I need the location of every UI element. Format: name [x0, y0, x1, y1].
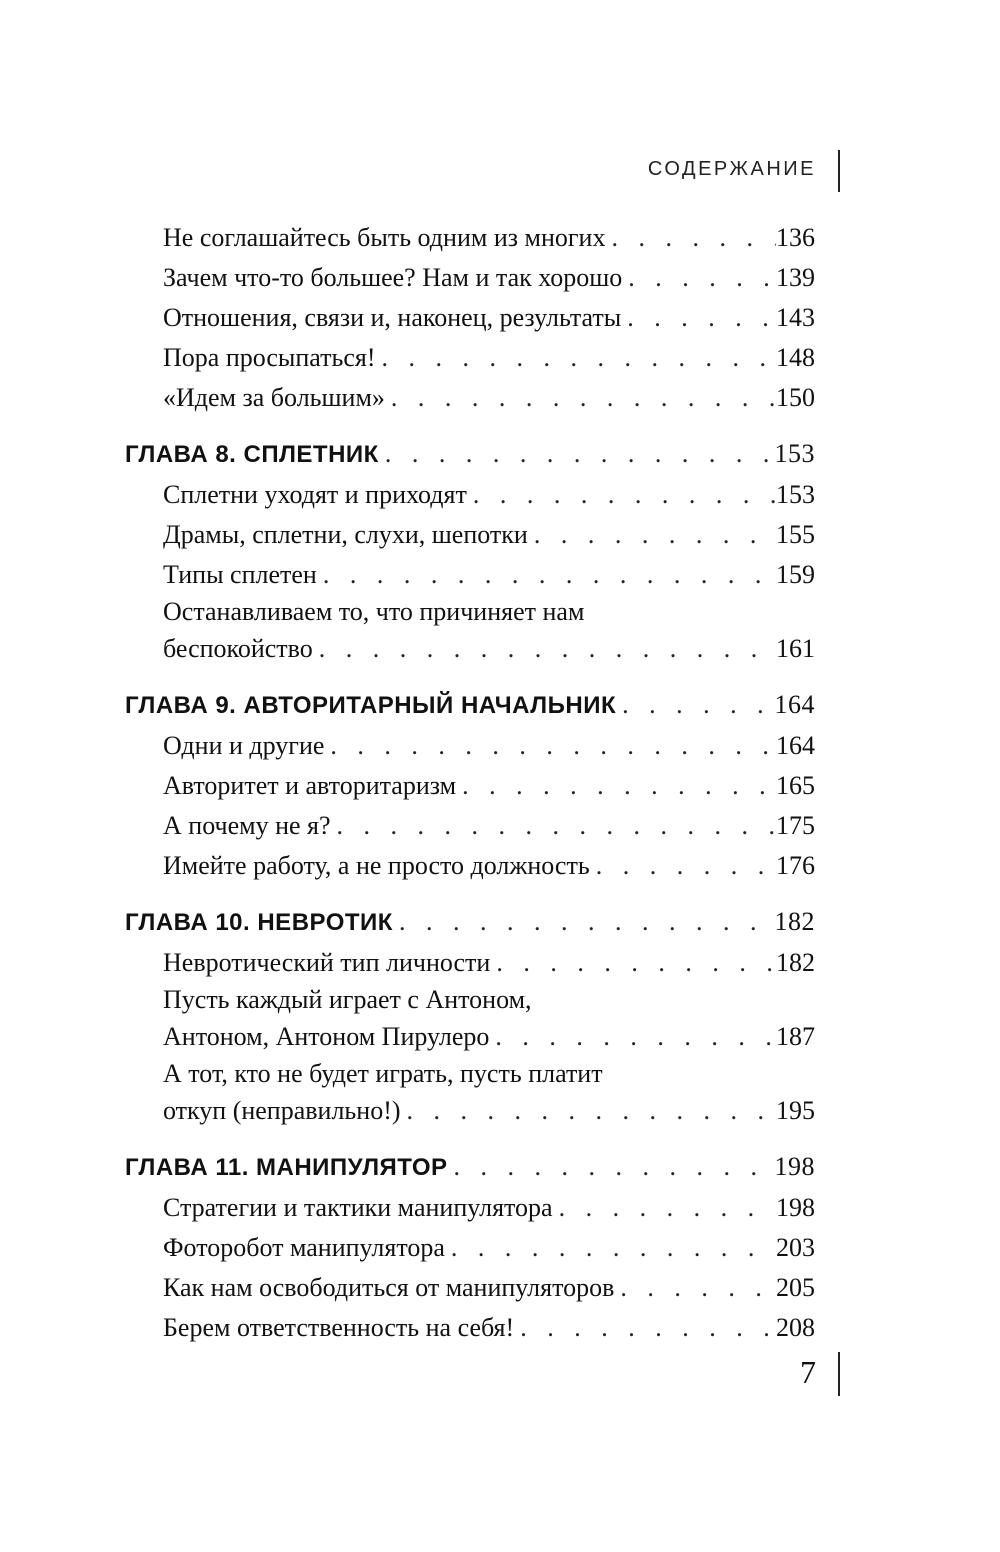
toc-entry-title: беспокойство: [163, 634, 313, 663]
dot-leader: [590, 846, 776, 886]
dot-leader: [621, 298, 776, 338]
running-head-rule: [838, 150, 840, 192]
toc-chapter-heading[interactable]: [125, 685, 815, 726]
toc-entry-page: 136: [776, 223, 815, 252]
toc-entry-page: 143: [776, 303, 815, 332]
toc-entry-title: Невротический тип личности: [163, 948, 491, 977]
toc-entry-page: 205: [776, 1273, 815, 1302]
toc-entry-title: Имейте работу, а не просто должность: [163, 851, 590, 880]
toc-entry-page: 203: [776, 1233, 815, 1262]
toc-entry-title: Пора просыпаться!: [163, 343, 376, 372]
toc-entry-title: Берем ответственность на себя!: [163, 1313, 515, 1342]
toc-entry[interactable]: [125, 258, 815, 298]
toc-entry-title: Как нам освободиться от манипуляторов: [163, 1273, 615, 1302]
toc-entry[interactable]: [125, 298, 815, 338]
toc-entry-title-line1: Пусть каждый играет с Антоном,: [163, 985, 532, 1014]
dot-leader: [448, 1147, 775, 1187]
toc-entry-page: 175: [776, 811, 815, 840]
toc-entry-page: 182: [776, 948, 815, 977]
dot-leader: [445, 1228, 776, 1268]
toc-entry-page: 161: [776, 634, 815, 663]
dot-leader: [489, 1017, 776, 1057]
toc-entry-title: Одни и другие: [163, 731, 325, 760]
toc-entry-title-line1: Останавливаем то, что причиняет нам: [163, 597, 585, 626]
dot-leader: [331, 806, 776, 846]
toc-entry-page: 165: [776, 771, 815, 800]
running-head: СОДЕРЖАНИЕ: [647, 158, 816, 180]
dot-leader: [490, 943, 776, 983]
dot-leader: [605, 218, 776, 258]
toc-entry-title-line1: А тот, кто не будет играть, пусть платит: [163, 1059, 603, 1088]
toc-entry-page: 150: [776, 383, 815, 412]
toc-entry-page: 187: [776, 1022, 815, 1051]
toc-entry-title: Не соглашайтесь быть одним из многих: [163, 223, 606, 252]
toc-entry[interactable]: [125, 806, 815, 846]
toc-entry-page: 195: [776, 1096, 815, 1125]
dot-leader: [614, 1268, 776, 1308]
toc-entry-page: 198: [774, 1152, 815, 1181]
toc-entry-title: Стратегии и тактики манипулятора: [163, 1193, 553, 1222]
toc-entry-page: 148: [776, 343, 815, 372]
toc-entry[interactable]: [125, 1308, 815, 1348]
toc-chapter-title: ГЛАВА 10. НЕВРОТИК: [125, 909, 393, 936]
page-number: 7: [800, 1354, 816, 1390]
toc-entry-title: Антоном, Антоном Пирулеро: [163, 1022, 490, 1051]
toc-entry-title: Отношения, связи и, наконец, результаты: [163, 303, 622, 332]
dot-leader: [553, 1188, 776, 1228]
toc-entry-title: Сплетни уходят и приходят: [163, 480, 467, 509]
toc-chapter-heading[interactable]: [125, 1147, 815, 1188]
toc-chapter-title: ГЛАВА 11. МАНИПУЛЯТОР: [125, 1154, 448, 1181]
toc-entry[interactable]: [125, 846, 815, 886]
toc-entry[interactable]: [125, 378, 815, 418]
toc-entry[interactable]: [125, 726, 815, 766]
toc-entry[interactable]: [125, 943, 815, 983]
dot-leader: [324, 726, 776, 766]
dot-leader: [393, 902, 775, 942]
dot-leader: [616, 685, 774, 725]
toc-entry[interactable]: [125, 595, 815, 669]
toc-entry-page: 153: [774, 439, 815, 468]
toc-entry-page: 208: [776, 1313, 815, 1342]
toc-entry[interactable]: [125, 1268, 815, 1308]
toc-entry-page: 155: [776, 520, 815, 549]
toc-chapter-title: ГЛАВА 9. АВТОРИТАРНЫЙ НАЧАЛЬНИК: [125, 692, 617, 719]
dot-leader: [385, 378, 776, 418]
dot-leader: [528, 515, 776, 555]
table-of-contents: [125, 218, 815, 1348]
toc-entry[interactable]: [125, 1228, 815, 1268]
toc-entry-page: 198: [776, 1193, 815, 1222]
toc-entry-title: «Идем за большим»: [163, 383, 385, 412]
toc-chapter-heading[interactable]: [125, 434, 815, 475]
toc-entry-page: 139: [776, 263, 815, 292]
toc-entry[interactable]: [125, 983, 815, 1057]
toc-entry-title: Авторитет и авторитаризм: [163, 771, 457, 800]
dot-leader: [456, 766, 776, 806]
toc-chapter-heading[interactable]: [125, 902, 815, 943]
dot-leader: [622, 258, 776, 298]
toc-entry-page: 153: [776, 480, 815, 509]
dot-leader: [514, 1308, 776, 1348]
toc-entry[interactable]: [125, 475, 815, 515]
toc-entry-page: 159: [776, 560, 815, 589]
folio-rule: [838, 1352, 840, 1396]
toc-entry[interactable]: [125, 766, 815, 806]
toc-entry[interactable]: [125, 218, 815, 258]
dot-leader: [376, 338, 776, 378]
toc-entry[interactable]: [125, 1057, 815, 1131]
toc-entry-page: 182: [774, 907, 815, 936]
toc-entry-title: А почему не я?: [163, 811, 331, 840]
toc-entry-title: откуп (неправильно!): [163, 1096, 401, 1125]
toc-entry-title: Типы сплетен: [163, 560, 317, 589]
dot-leader: [401, 1091, 776, 1131]
dot-leader: [317, 555, 776, 595]
toc-entry-title: Фоторобот манипулятора: [163, 1233, 445, 1262]
toc-entry[interactable]: [125, 555, 815, 595]
toc-chapter-title: ГЛАВА 8. СПЛЕТНИК: [125, 441, 379, 468]
dot-leader: [467, 475, 776, 515]
dot-leader: [313, 629, 776, 669]
toc-entry[interactable]: [125, 515, 815, 555]
toc-entry[interactable]: [125, 1188, 815, 1228]
toc-entry-title: Драмы, сплетни, слухи, шепотки: [163, 520, 528, 549]
toc-entry[interactable]: [125, 338, 815, 378]
toc-entry-page: 164: [776, 731, 815, 760]
toc-entry-title: Зачем что-то большее? Нам и так хорошо: [163, 263, 623, 292]
toc-entry-page: 164: [774, 690, 815, 719]
toc-entry-page: 176: [776, 851, 815, 880]
dot-leader: [379, 434, 775, 474]
